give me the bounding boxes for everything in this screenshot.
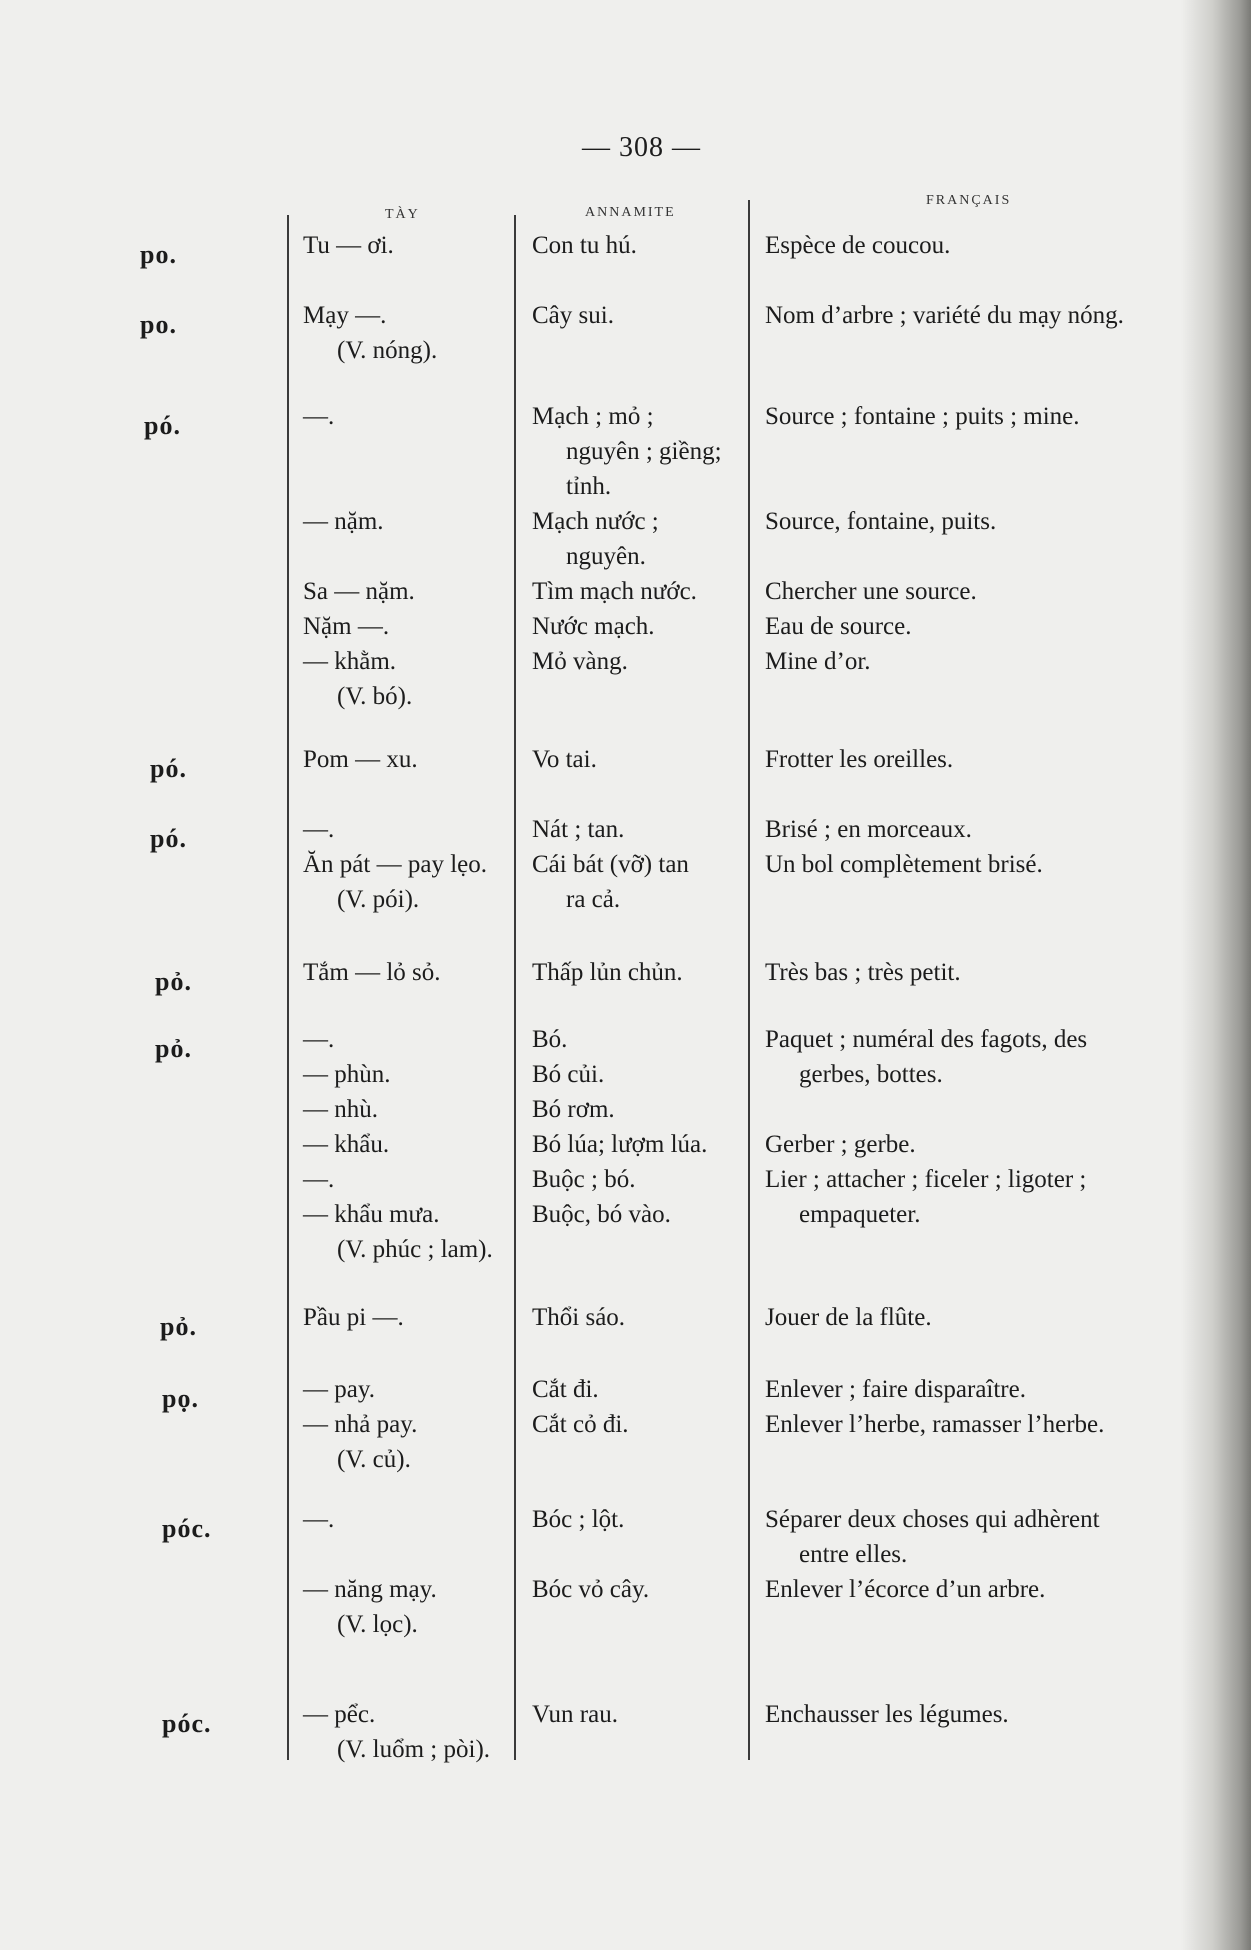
ann-line: Cây sui. bbox=[532, 302, 614, 329]
header-tay: TÀY bbox=[385, 207, 420, 222]
ann-line: ra cả. bbox=[566, 886, 621, 913]
tay-line bbox=[303, 469, 415, 504]
tay-line: (V. pói). bbox=[337, 886, 420, 913]
column-rule-middle bbox=[514, 215, 516, 1760]
ann-line: Bó. bbox=[532, 1026, 568, 1053]
fr-line: Enlever l’écorce d’un arbre. bbox=[765, 1576, 1046, 1603]
french-column-cell bbox=[765, 1022, 1087, 1232]
tay-line: — khằm. bbox=[303, 648, 397, 675]
annamite-column-cell bbox=[532, 742, 597, 777]
tay-line: (V. lọc). bbox=[337, 1611, 418, 1638]
column-rule-left bbox=[287, 215, 289, 1760]
fr-line: gerbes, bottes. bbox=[799, 1061, 943, 1088]
french-column-cell bbox=[765, 399, 1080, 679]
french-column-cell bbox=[765, 812, 1043, 882]
tay-line: —. bbox=[303, 816, 335, 843]
french-column-cell bbox=[765, 298, 1124, 333]
fr-line: entre elles. bbox=[799, 1541, 908, 1568]
ann-line: Thổi sáo. bbox=[532, 1304, 626, 1331]
tay-line: (V. nóng). bbox=[337, 337, 438, 364]
annamite-column-cell bbox=[532, 812, 689, 917]
tay-column-cell bbox=[303, 742, 418, 777]
fr-line bbox=[765, 539, 1080, 574]
header-francais: FRANÇAIS bbox=[926, 193, 1012, 208]
headword: pó. bbox=[150, 824, 187, 853]
tay-column-cell bbox=[303, 812, 487, 917]
tay-line: (V. phúc ; lam). bbox=[337, 1236, 493, 1263]
tay-line: (V. luổm ; pòi). bbox=[337, 1736, 491, 1763]
headword: po. bbox=[140, 240, 177, 269]
headword: pó. bbox=[150, 754, 187, 783]
fr-line: Séparer deux choses qui adhèrent bbox=[765, 1506, 1100, 1533]
tay-column-cell bbox=[303, 298, 437, 368]
tay-column-cell bbox=[303, 1502, 437, 1642]
header-annamite: ANNAMITE bbox=[585, 205, 676, 220]
tay-column-cell bbox=[303, 1300, 404, 1335]
fr-line: Mine d’or. bbox=[765, 648, 871, 675]
tay-line: Sa — nặm. bbox=[303, 578, 415, 605]
fr-line: Paquet ; numéral des fagots, des bbox=[765, 1026, 1088, 1053]
tay-line: — pay. bbox=[303, 1376, 375, 1403]
ann-line: Bó củi. bbox=[532, 1061, 605, 1088]
tay-line: Tắm — lỏ sỏ. bbox=[303, 959, 441, 986]
tay-line: — năng mạy. bbox=[303, 1576, 437, 1603]
tay-column-cell bbox=[303, 399, 415, 714]
headword: pỏ. bbox=[155, 967, 192, 996]
fr-line: Très bas ; très petit. bbox=[765, 959, 961, 986]
ann-line: Mỏ vàng. bbox=[532, 648, 628, 675]
french-column-cell bbox=[765, 1502, 1100, 1607]
tay-line: Pầu pi —. bbox=[303, 1304, 404, 1331]
tay-line: Ăn pát — pay lẹo. bbox=[303, 851, 487, 878]
fr-line: Source ; fontaine ; puits ; mine. bbox=[765, 403, 1080, 430]
ann-line: Cắt cỏ đi. bbox=[532, 1411, 629, 1438]
fr-line bbox=[765, 434, 1080, 469]
headword: pọ. bbox=[162, 1384, 199, 1413]
fr-line: empaqueter. bbox=[799, 1201, 921, 1228]
ann-line: Vo tai. bbox=[532, 746, 597, 773]
ann-line: Bó lúa; lượm lúa. bbox=[532, 1131, 708, 1158]
fr-line: Un bol complètement brisé. bbox=[765, 851, 1043, 878]
french-column-cell bbox=[765, 955, 961, 990]
tay-column-cell bbox=[303, 1022, 493, 1267]
ann-line: Nát ; tan. bbox=[532, 816, 625, 843]
tay-line: Pom — xu. bbox=[303, 746, 418, 773]
tay-line: —. bbox=[303, 1506, 335, 1533]
ann-line: Vun rau. bbox=[532, 1701, 618, 1728]
french-column-cell bbox=[765, 742, 953, 777]
tay-line: — nặm. bbox=[303, 508, 384, 535]
ann-line: Bóc vỏ cây. bbox=[532, 1576, 650, 1603]
tay-column-cell bbox=[303, 955, 441, 990]
tay-line bbox=[303, 434, 415, 469]
annamite-column-cell bbox=[532, 1022, 707, 1232]
ann-line: nguyên. bbox=[566, 543, 646, 570]
ann-line: Bóc ; lột. bbox=[532, 1506, 625, 1533]
tay-line: — khẩu mưa. bbox=[303, 1201, 440, 1228]
fr-line: Enlever l’herbe, ramasser l’herbe. bbox=[765, 1411, 1105, 1438]
fr-line: Frotter les oreilles. bbox=[765, 746, 954, 773]
tay-line: (V. củ). bbox=[337, 1446, 411, 1473]
fr-line: Enlever ; faire disparaître. bbox=[765, 1376, 1026, 1403]
fr-line: Source, fontaine, puits. bbox=[765, 508, 997, 535]
tay-column-cell bbox=[303, 1697, 490, 1767]
annamite-column-cell bbox=[532, 1300, 625, 1335]
ann-line: Tìm mạch nước. bbox=[532, 578, 697, 605]
ann-line: Con tu hú. bbox=[532, 232, 637, 259]
annamite-column-cell bbox=[532, 1697, 618, 1732]
fr-line: Eau de source. bbox=[765, 613, 912, 640]
headword: pỏ. bbox=[160, 1312, 197, 1341]
fr-line: Brisé ; en morceaux. bbox=[765, 816, 972, 843]
ann-line: Buộc, bó vào. bbox=[532, 1201, 671, 1228]
annamite-column-cell bbox=[532, 1372, 629, 1442]
fr-line: Gerber ; gerbe. bbox=[765, 1131, 916, 1158]
page-edge-shadow bbox=[1181, 0, 1251, 1950]
fr-line: Espèce de coucou. bbox=[765, 232, 951, 259]
french-column-cell bbox=[765, 1300, 932, 1335]
tay-column-cell bbox=[303, 1372, 417, 1477]
ann-line: Cái bát (vỡ) tan bbox=[532, 851, 689, 878]
ann-line: Buộc ; bó. bbox=[532, 1166, 636, 1193]
headword: po. bbox=[140, 310, 177, 339]
tay-line: —. bbox=[303, 1026, 335, 1053]
tay-column-cell bbox=[303, 228, 394, 263]
ann-line: Cắt đi. bbox=[532, 1376, 599, 1403]
annamite-column-cell bbox=[532, 955, 683, 990]
page-number: — 308 — bbox=[582, 132, 701, 163]
tay-line: — nhả pay. bbox=[303, 1411, 418, 1438]
ann-line: Bó rơm. bbox=[532, 1096, 615, 1123]
headword: pỏ. bbox=[155, 1034, 192, 1063]
ann-line: Mạch ; mỏ ; bbox=[532, 403, 654, 430]
fr-line: Chercher une source. bbox=[765, 578, 977, 605]
annamite-column-cell bbox=[532, 298, 614, 333]
tay-line: — pểc. bbox=[303, 1701, 376, 1728]
fr-line bbox=[765, 469, 1080, 504]
ann-line: tỉnh. bbox=[566, 473, 612, 500]
tay-line: Mạy —. bbox=[303, 302, 387, 329]
tay-line bbox=[303, 1537, 437, 1572]
fr-line: Enchausser les légumes. bbox=[765, 1701, 1009, 1728]
french-column-cell bbox=[765, 228, 950, 263]
headword: póc. bbox=[162, 1709, 212, 1738]
ann-line: nguyên ; giềng; bbox=[566, 438, 722, 465]
ann-line: Nước mạch. bbox=[532, 613, 655, 640]
fr-line bbox=[765, 1092, 1087, 1127]
tay-line: —. bbox=[303, 1166, 335, 1193]
column-rule-right bbox=[748, 200, 750, 1760]
french-column-cell bbox=[765, 1697, 1009, 1732]
ann-line: Thấp lủn chủn. bbox=[532, 959, 683, 986]
tay-line: —. bbox=[303, 403, 335, 430]
tay-line: Tu — ơi. bbox=[303, 232, 394, 259]
fr-line: Nom d’arbre ; variété du mạy nóng. bbox=[765, 302, 1124, 329]
tay-line: — nhù. bbox=[303, 1096, 378, 1123]
headword: pó. bbox=[144, 411, 181, 440]
french-column-cell bbox=[765, 1372, 1104, 1442]
ann-line bbox=[532, 1537, 649, 1572]
tay-line: — phùn. bbox=[303, 1061, 391, 1088]
fr-line: Jouer de la flûte. bbox=[765, 1304, 932, 1331]
tay-line: (V. bó). bbox=[337, 683, 413, 710]
tay-line: — khẩu. bbox=[303, 1131, 390, 1158]
fr-line: Lier ; attacher ; ficeler ; ligoter ; bbox=[765, 1166, 1087, 1193]
annamite-column-cell bbox=[532, 399, 722, 679]
annamite-column-cell bbox=[532, 1502, 649, 1607]
annamite-column-cell bbox=[532, 228, 637, 263]
tay-line: Nặm —. bbox=[303, 613, 390, 640]
headword: póc. bbox=[162, 1514, 212, 1543]
ann-line: Mạch nước ; bbox=[532, 508, 659, 535]
tay-line bbox=[303, 539, 415, 574]
